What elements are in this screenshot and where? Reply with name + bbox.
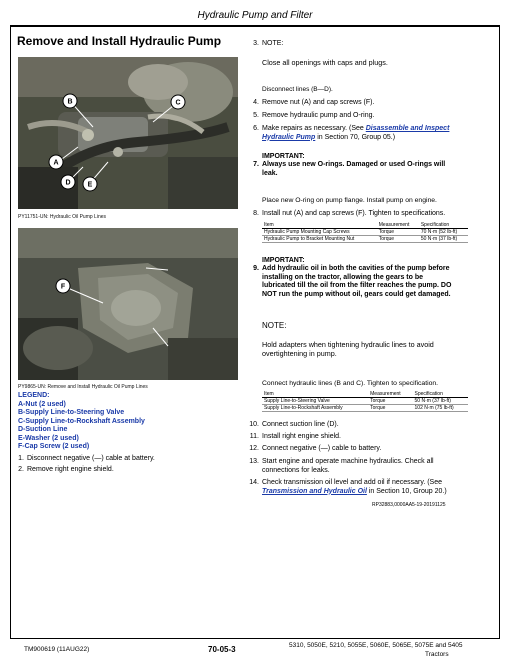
table-cell: Torque: [368, 398, 412, 405]
table-cell: Torque: [377, 229, 419, 236]
table-cell: 70 N·m (52 lb-ft): [419, 229, 468, 236]
table-cell: Supply Line-to-Steering Valve: [262, 398, 368, 405]
svg-text:E: E: [87, 181, 93, 189]
section-title: Remove and Install Hydraulic Pump: [17, 34, 222, 48]
svg-text:D: D: [65, 179, 71, 187]
callout-a: [49, 155, 63, 169]
table-cell: 102 N·m (75 lb-ft): [413, 405, 468, 412]
callout-f: [56, 279, 70, 293]
table-cell: 50 N·m (37 lb-ft): [413, 398, 468, 405]
reference-code: RP32883,0000AA5-19-20191125: [372, 502, 446, 508]
connect-lines-text: Connect hydraulic lines (B and C). Tighten to specification.: [262, 380, 439, 387]
table-header: Measurement: [368, 391, 412, 398]
table-cell: 50 N·m (37 lb-ft): [419, 236, 468, 243]
legend-item: E-Washer (2 used): [18, 434, 79, 442]
callout-c: [171, 95, 185, 109]
spec-table-lines: [262, 391, 468, 412]
pump-cap-screw-photo: [18, 228, 238, 380]
table-cell: Hydraulic Pump Mounting Cap Screws: [262, 229, 377, 236]
footer-models: 5310, 5050E, 5210, 5055E, 5060E, 5065E, 5075E and 5405: [289, 642, 463, 649]
footer-product: Tractors: [425, 651, 449, 658]
legend-item: D-Suction Line: [18, 426, 68, 433]
spec-table-pump: [262, 222, 468, 243]
important-label-2: IMPORTANT:: [262, 257, 305, 264]
place-o-ring-text: Place new O-ring on pump flange. Install pump on engine.: [262, 197, 437, 204]
note-label-2: NOTE:: [262, 321, 287, 330]
legend-title: LEGEND:: [18, 392, 50, 399]
legend-item: C-Supply Line-to-Rockshaft Assembly: [18, 417, 145, 425]
note-close-openings: Close all openings with caps and plugs.: [262, 58, 388, 67]
table-cell: Torque: [377, 236, 419, 243]
table-header: Specification: [419, 222, 468, 229]
figure1-caption: PY11751-UN: Hydraulic Oil Pump Lines: [18, 214, 107, 220]
callout-b: [63, 94, 77, 108]
footer-page-number: 70-05-3: [208, 645, 236, 654]
table-header: Specification: [413, 391, 468, 398]
disassemble-inspect-link[interactable]: Disassemble and Inspect: [365, 125, 450, 132]
svg-text:C: C: [175, 99, 181, 107]
table-cell: Hydraulic Pump to Bracket Mounting Nut: [262, 236, 377, 243]
legend-item: A-Nut (2 used): [18, 400, 66, 408]
important-label-1: IMPORTANT:: [262, 153, 305, 160]
table-cell: Supply Line-to-Rockshaft Assembly: [262, 405, 368, 412]
callout-d: [61, 175, 75, 189]
svg-text:A: A: [53, 159, 59, 167]
table-header: Item: [262, 391, 368, 398]
note-hold-adapters: Hold adapters when tightening hydraulic lines to avoid overtightening in pump.: [262, 340, 434, 358]
svg-text:B: B: [67, 98, 73, 106]
legend-item: F-Cap Screw (2 used): [18, 443, 90, 450]
hydraulic-pump-lines-photo: [18, 57, 238, 209]
legend: [18, 392, 145, 452]
callout-e: [83, 177, 97, 191]
svg-text:F: F: [60, 283, 66, 291]
disconnect-lines-text: Disconnect lines (B—D).: [262, 86, 333, 93]
figure2-caption: PY9865-UN: Remove and Install Hydraulic Oil Pump Lines: [18, 384, 148, 390]
table-cell: Torque: [368, 405, 412, 412]
footer-doc-id: TM900619 (11AUG22): [24, 646, 90, 653]
transmission-oil-link[interactable]: Transmission and Hydraulic Oil: [262, 487, 367, 495]
hydraulic-pump-link[interactable]: Hydraulic Pump: [262, 133, 316, 141]
table-header: Measurement: [377, 222, 419, 229]
page-header-title: Hydraulic Pump and Filter: [197, 10, 313, 21]
table-header: Item: [262, 222, 377, 229]
legend-item: B-Supply Line-to-Steering Valve: [18, 409, 125, 416]
